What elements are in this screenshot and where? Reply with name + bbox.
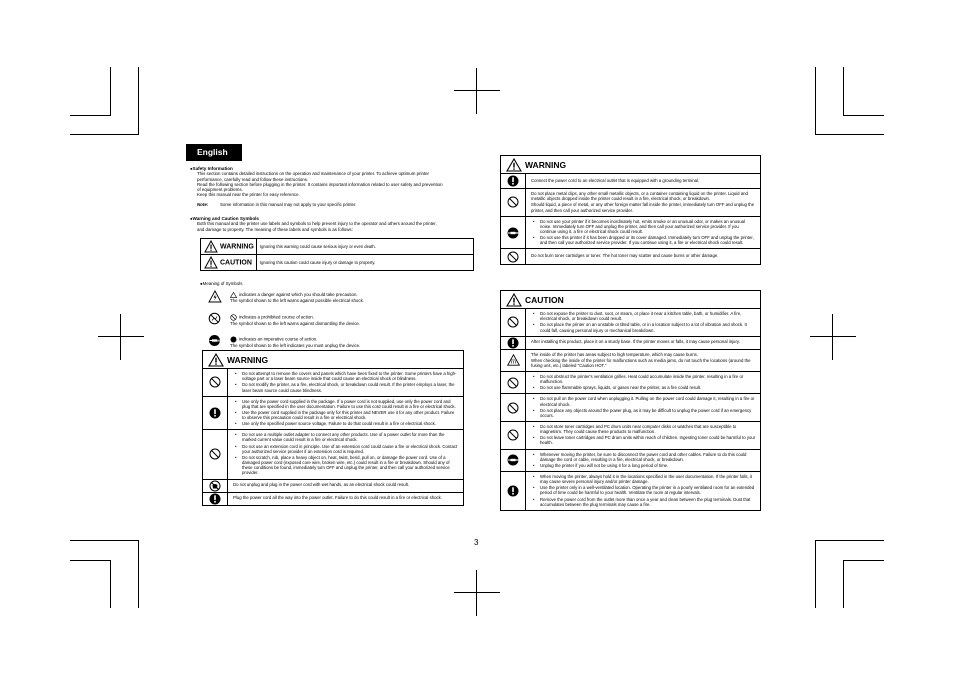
left-warning-title: WARNING <box>203 351 463 369</box>
right-caution-title: CAUTION <box>501 291 760 309</box>
prohibited-icon <box>507 429 519 441</box>
imperative-icon <box>230 336 237 343</box>
right-caution-row: • Do not store toner cartridges and PC drum units near computer disks or watches that are susceptible to magnetism. They could cause these products to malfunction. • Do not leave toner cartridges and PC drum units within reach of children. Ingesting toner could be harmful to your health. <box>501 422 760 450</box>
warning-triangle-icon <box>204 240 218 253</box>
left-column <box>190 166 472 352</box>
warning-triangle-icon <box>204 256 218 269</box>
no-wet-hands-icon <box>209 480 221 492</box>
prohibited-icon <box>209 376 221 388</box>
symbols-heading: ●Warning and Caution Symbols <box>190 216 259 222</box>
symbol-legend-table <box>200 238 474 271</box>
right-caution-row: • Do not obstruct the printer's ventilation grilles. Heat could accumulate inside the printer, resulting in a fire or malfunction. • Do not use flammable sprays, liquids, or gases near the printer, as a fire could result. <box>501 372 760 394</box>
no-disassembly-icon <box>208 312 221 325</box>
left-warning-row: Plug the power cord all the way into the power outlet. Failure to do this could result in a fire or electrical shock. <box>203 493 463 505</box>
note: Note: Some information in this manual may not apply to your specific printer. <box>197 201 357 207</box>
right-warning-row: Connect the power cord to an electrical outlet that is equipped with a grounding terminal. <box>501 174 760 189</box>
right-warning-box <box>500 155 761 265</box>
right-caution-box <box>500 290 761 511</box>
mandatory-icon <box>209 493 221 505</box>
meaning-item-imperative: indicates an imperative course of action. The symbol shown to the left indicates you must unplug the device. <box>208 334 472 352</box>
safety-heading: ●Safety Information <box>190 166 233 171</box>
right-caution-row: • Do not expose the printer to dust, soot, or steam, or place it near a kitchen table, bath, or humidifier. A fire, electrical shock, or breakdown could result. • Do not place the printer on an unstable or tilted table, or in a location subject to a lot of vibration and shock. It could fall, causing personal injury or mechanical breakdown. <box>501 309 760 337</box>
legend-row-warning: WARNING Ignoring this warning could cause serious injury or even death. <box>201 238 474 254</box>
warning-triangle-icon <box>208 353 224 367</box>
symbols-intro: Both this manual and the printer use labels and symbols to help prevent injury to the operator and others around the printer, and damage to property. The meaning of these labels and symbols is as follows: <box>197 221 437 232</box>
prohibited-icon <box>209 448 221 460</box>
page-number: 3 <box>474 538 479 547</box>
prohibited-icon <box>230 314 237 321</box>
meaning-item-prohibited: indicates a prohibited course of action. The symbol shown to the left warns against dismantling the device. <box>208 312 472 330</box>
mandatory-icon <box>507 175 519 187</box>
right-caution-row: • Do not pull on the power cord when unplugging it. Pulling on the power cord could damage it, resulting in a fire or electrical shock. • Do not place any objects around the power plug, as it may be difficult to unplug the power cord if an emergency occurs. <box>501 394 760 422</box>
prohibited-icon <box>507 196 519 208</box>
left-warning-row: • Use only the power cord supplied in the package. If a power cord is not supplied, use only the power cord and plug that are specified in the user documentation. Failure to use this cord could result in a fire or electrical shock. • Use the power cord supplied in the package only for this printer and NEVER use it for any other product. Failure to observe this precaution could result in a fire or electrical shock. • Use only the specified power source voltage. Failure to do that could result in a fire or electrical shock. <box>203 397 463 431</box>
right-warning-row: • Do not use your printer if it becomes inordinately hot, emits smoke or an unusual odor, or makes an unusual noise. Immediately turn OFF and unplug the printer, and then call your authorized service provider. If you continue using it, a fire or electrical shock could result. • Do not use this printer if it has been dropped or its cover damaged. Immediately turn OFF and unplug the printer, and then call your authorized service provider. If you continue using it, a fire or electrical shock could result. <box>501 217 760 250</box>
left-warning-row: Do not unplug and plug in the power cord with wet hands, as an electrical shock could result. <box>203 480 463 493</box>
mandatory-icon <box>507 337 519 349</box>
right-caution-row: • Whenever moving the printer, be sure to disconnect the power cord and other cables. Failure to do this could damage the cord or cable, resulting in a fire, electrical shock, or breakdown. • Unplug the printer if you will not be using it for a long period of time. <box>501 450 760 472</box>
electric-shock-triangle-icon <box>208 290 222 303</box>
mandatory-icon <box>209 407 221 419</box>
meaning-heading: ●Meaning of Symbols <box>200 280 243 286</box>
right-caution-row: After installing this product, place it on a sturdy base. If the printer moves or falls, it may cause personal injury. <box>501 337 760 350</box>
safety-intro: This section contains detailed instructions on the operation and maintenance of your printer. To achieve optimum printer performance, carefully read and follow these instructions. Read the following section before plugging in the printer. It contains important information related to user safety and prevention of equipment problems. Keep this manual near the printer for easy reference. <box>197 171 443 198</box>
right-warning-title: WARNING <box>501 156 760 174</box>
left-warning-row: • Do not use a multiple outlet adapter to connect any other products. Use of a power outlet for more than the marked current value could result in a fire or electrical shock. • Do not use an extension cord in principle. Use of an extension cord could cause a fire or electrical shock. Contact your authorized service provider if an extension cord is required. • Do not scratch, rub, place a heavy object on, heat, twist, bend, pull on, or damage the power cord. Use of a damaged power cord (exposed core wire, broken wire, etc.) could result in a fire or breakdown. Should any of these conditions be found, immediately turn OFF and unplug the printer, and then call your authorized service provider. <box>203 430 463 479</box>
right-warning-row: Do not place metal clips, any other small metallic objects, or a container containing liquid on the printer. Liquid and metallic objects dropped inside the printer could result in a fire, electrical shock, or breakdown. Should liquid, a piece of metal, or any other foreign matter fall inside the printer, immediately turn OFF and unplug the printer, and then call your authorized service provider. <box>501 189 760 217</box>
right-caution-row: The inside of the printer has areas subject to high temperature, which may cause burns. When checking the inside of the printer for malfunctions such as media jams, do not touch the locations (around the fusing unit, etc.) labeled "Caution HOT." <box>501 350 760 372</box>
legend-row-caution: CAUTION Ignoring this caution could cause injury or damage to property. <box>201 254 474 270</box>
meaning-item-danger: indicates a danger against which you should take precaution. The symbol shown to the left warns against possible electrical shock. <box>208 290 472 308</box>
unplug-icon <box>507 227 520 239</box>
right-caution-row: • When moving the printer, always hold it in the locations specified in the user documentation. If the printer falls, it may cause severe personal injury and/or printer damage. • Use the printer only in a well-ventilated location. Operating the printer in a poorly ventilated room for an extended period of time could be harmful to your health. Ventilate the room at regular intervals. • Remove the power cord from the outlet more than once a year and clean between the plug terminals. Dust that accumulates between the plug terminals may cause a fire. <box>501 472 760 510</box>
prohibited-icon <box>507 402 519 414</box>
left-warning-row: • Do not attempt to remove the covers and panels which have been fixed to the printer. Some printers have a high-voltage part or a laser beam source inside that could cause an electrical shock or blindness. • Do not modify the printer, as a fire, electrical shock, or breakdown could result. If the printer employs a laser, the laser beam source could cause blindness. <box>203 369 463 397</box>
hot-surface-icon <box>507 354 520 366</box>
prohibited-icon <box>507 316 519 328</box>
right-warning-row: Do not burn toner cartridges or toner. The hot toner may scatter and cause burns or other damage. <box>501 249 760 263</box>
caution-triangle-icon <box>506 293 522 307</box>
unplug-icon <box>507 454 520 466</box>
prohibited-icon <box>507 251 519 263</box>
left-warning-box <box>202 350 464 506</box>
mandatory-icon <box>507 485 519 497</box>
unplug-icon <box>208 334 222 347</box>
warning-triangle-icon <box>506 158 522 172</box>
language-tab: English <box>186 144 242 161</box>
prohibited-icon <box>507 377 519 389</box>
